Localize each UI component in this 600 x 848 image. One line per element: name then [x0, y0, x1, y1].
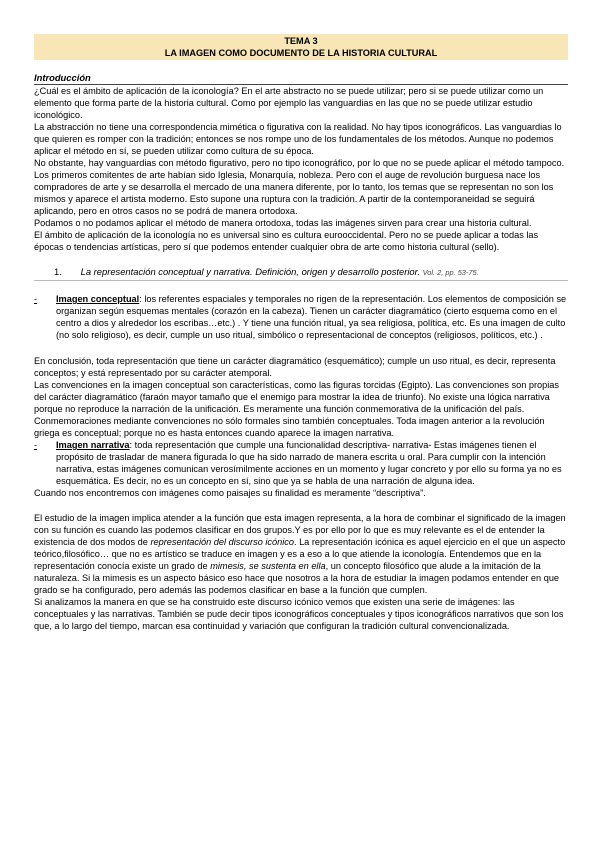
document-page	[34, 34, 568, 632]
section-reference: Vol. 2, pp. 53-75.	[422, 268, 479, 277]
section-number: 1.	[54, 266, 62, 277]
document-title: LA IMAGEN COMO DOCUMENTO DE LA HISTORIA CULTURAL	[164, 48, 438, 58]
body-paragraph: Las convenciones en la imagen conceptual son características, como las figuras torcidas (Egipto). Las convenciones son propias del carácter diagramático (faraón mayor tamaño que el enemigo para mostrar la idea de triunfo). No existe una lógica narrativa porque no reproduce la narración de la unificación. Es meramente una función conmemorativa de la unificación del país. Conmemoraciones mediante convenciones no sólo formales sino también conceptuales. Toda imagen anterior a la revolución griega es conceptual; porque no es hasta entonces cuando aparece la imagen narrativa.	[34, 380, 559, 438]
definition-narrativa: : toda representación que cumple una funcionalidad descriptiva- narrativa- Estas imágenes tienen el propósito de trasladar de manera figurada lo que ha sido narrado de manera escrita u oral. Para cumplir con la intención narrativa, estas imágenes comunican verosímilmente acciones en un momento y lugar concreto y por ello su forma ya no es esquemática. Es decir, no es un concepto en sí, sino que ya se habla de una narración de alguna idea.	[56, 440, 562, 486]
body-paragraph: En conclusión, toda representación que tiene un carácter diagramático (esquemático); cumple un uso ritual, es decir, representa conceptos; y está representado por su carácter atemporal.	[34, 356, 556, 378]
emphasis-text: representación del discurso icónico	[150, 537, 294, 547]
section-title: La representación conceptual y narrativa. Definición, origen y desarrollo posterior.	[80, 266, 421, 277]
intro-heading: Introducción	[34, 72, 568, 85]
bullet-text	[56, 293, 568, 341]
bullet-dash: -	[34, 294, 38, 304]
text-run: . La representación icónica es aquel ejercicio en el que un aspecto teórico,filosófico… que no es artístico se traduce en imagen y es a eso a lo que atiende la iconología. Entendemos que en la representación conocía existe un grado de	[34, 537, 566, 571]
intro-section	[34, 85, 568, 253]
intro-paragraph: El ámbito de aplicación de la iconología no es universal sino es cultura eurooccidental. Pero no se puede aplicar a todas las épocas o tendencias artísticas, pero sí que podemos entender cualquier obra de arte como historia cultural (sello).	[34, 230, 539, 252]
bullet-conceptual	[34, 293, 568, 341]
intro-paragraph: Podamos o no podamos aplicar el método de manera ortodoxa, todas las imágenes sirven para crear una historia cultural.	[34, 218, 532, 228]
term-narrativa: Imagen narrativa	[56, 440, 130, 450]
bullet-dash: -	[34, 440, 38, 450]
intro-paragraph: Los primeros comitentes de arte habían sido Iglesia, Monarquía, nobleza. Pero con el auge de revolución burguesa nace los compradores de arte y se desarrolla el mercado de una manera diferente, por lo tanto, los temas que se representan no son los mismos y aparece el artista moderno. Esto supone una ruptura con la tradición. A partir de la contemporaneidad se seguirá aplicando, pero en otros casos no se podrá de manera ortodoxa.	[34, 170, 554, 216]
title-banner	[34, 34, 568, 60]
text-run: El estudio de la imagen implica atender a la función que esta imagen representa, a la hora de combinar el significado de la imagen con su función es cuando las podemos clasificar en dos grupos.Y es por ello por lo que es muy relevante es el de entender la existencia de dos modos de	[34, 513, 566, 547]
theme-label: TEMA 3	[284, 36, 318, 46]
term-conceptual: Imagen conceptual	[56, 294, 140, 304]
definition-conceptual: : los referentes espaciales y temporales no rigen de la representación. Los elementos de composición se organizan según esquemas mentales (corazón en la cabeza). Tienen un carácter diagramático (cierto esquema como en el centro a dios y alrededor los escribas…etc.) . Y tiene una función ritual, ya sea religiosa, política, etc. Es una imagen de culto (no solo religioso), es decir, cumple un uso ritual, simbólico o representacional de conceptos (religiosos, políticos, etc.) .	[56, 294, 567, 340]
intro-paragraph: ¿Cuál es el ámbito de aplicación de la iconología? En el arte abstracto no se puede utilizar; pero si se puede utilizar como un elemento que forma parte de la historia cultural. Como por ejemplo las vanguardias en las que no se puede utilizar estudio iconológico.	[34, 86, 544, 120]
body-paragraph: Cuando nos encontremos con imágenes como paisajes su finalidad es meramente “descriptiva”.	[34, 488, 426, 498]
body-paragraph: Si analizamos la manera en que se ha construido este discurso icónico vemos que existen una serie de imágenes: las conceptuales y las narrativas. También se pude decir tipos iconográficos conceptuales y tipos iconográficos narrativos que son los que, a lo largo del tiempo, marcan esa continuidad y variación que configuran la tradición cultural convencionalizada.	[34, 597, 564, 631]
bullet-text	[56, 439, 568, 487]
intro-paragraph: No obstante, hay vanguardias con método figurativo, pero no tipo iconográfico, por lo que no se puede aplicar el método tampoco.	[34, 158, 565, 168]
section-heading	[34, 266, 568, 281]
intro-paragraph: La abstracción no tiene una correspondencia mimética o figurativa con la realidad. No hay tipos iconográficos. Las vanguardias lo que quieren es romper con la tradición; entonces se nos rompe uno de los fundamentales de los métodos. Aunque no podemos aplicar el método en sí, se pueden utilizar como cultura de su época.	[34, 122, 562, 156]
text-run: , un concepto filosófico que alude a la imitación de la naturaleza. Si la mimesis es un aspecto básico eso hace que nosotros a la hora de estudiar la imagen podamos entender en que grado se ha configurado, pero además las podemos clasificar en base a la función que cumplen.	[34, 561, 560, 595]
emphasis-text: mimesis, se sustenta en ella	[210, 561, 326, 571]
body-paragraph	[34, 512, 568, 596]
bullet-narrativa	[34, 439, 568, 487]
